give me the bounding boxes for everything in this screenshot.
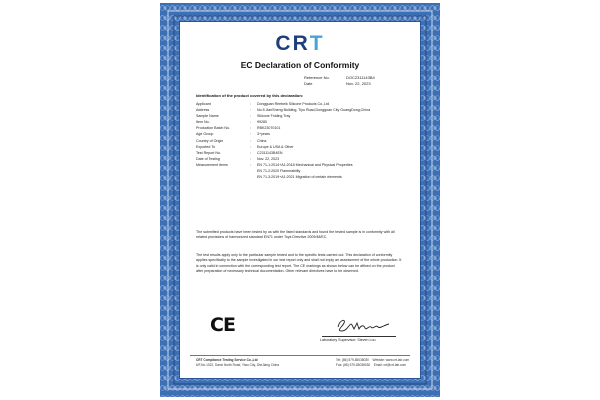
reference-label: Reference No. (304, 75, 330, 80)
identification-heading: Identification of the product covered by this declaration: (196, 93, 304, 98)
field-colon: : (250, 162, 251, 167)
reference-block (304, 75, 375, 87)
field-colon: : (250, 156, 251, 161)
field-colon: : (250, 114, 251, 119)
signature (334, 315, 394, 335)
certificate-body (179, 21, 421, 379)
field-colon: : (250, 150, 251, 155)
footer-email: Email: crt@crt-lab.com (373, 363, 407, 367)
field-value: Nov. 22, 2023 (257, 156, 280, 161)
field-value: C2311143B4EN (257, 150, 283, 155)
field-value: EN 71-3:2019+A1:2021 Migration of certain elements (257, 175, 342, 180)
field-row (196, 175, 370, 181)
signature-caption: Laboratory Supervisor: Steven Lou (320, 338, 376, 342)
field-label: Date of Testing (196, 156, 220, 161)
product-fields (196, 102, 370, 181)
field-colon: : (250, 120, 251, 125)
ce-mark: CE (210, 314, 235, 336)
footer-contact-block (336, 358, 409, 368)
footer-company-block (196, 358, 279, 368)
field-label: Country of Origin (196, 138, 224, 143)
signature-line (322, 336, 396, 337)
field-label: Item No. (196, 120, 210, 125)
field-colon: : (250, 108, 251, 113)
certificate (160, 3, 440, 397)
document-title: EC Declaration of Conformity (240, 60, 360, 70)
field-value: 99280 (257, 120, 267, 125)
validity-statement: The test results apply only to the particular sample tested and to the specific tests carried out. This declaration of conformity applies specifically to the sample investigated in our test report only and shall not imply an assessment of the whole production. It is only valid in connection with the corresponding test report. The CE markings as shown below can be affixed on the product after preparation of necessary technical documentation. Other relevant directives have to be observed. (196, 253, 402, 274)
field-colon: : (250, 126, 251, 131)
field-label: Applicant (196, 102, 211, 106)
conformity-statement: The submitted products have been tested by us with the listed standards and found the tested sample is in conformity with all related provisions of harmonized standard EN71 under Toys Directive 2009/48/EC. (196, 230, 395, 240)
field-value: No.5 JianSheng Building, Tiyu Road,Dongguan City GuangDong,China (257, 108, 371, 113)
field-label: Production Batch No. (196, 126, 230, 131)
date-value: Nov. 22, 2023 (346, 81, 371, 86)
field-colon: : (250, 132, 251, 137)
field-label: Sample Name (196, 114, 219, 119)
footer-web: Website: www.crt-lab.com (372, 358, 410, 362)
footer-address: 6/F,No.1022, Danxi North Road, Yiwu City, ZheJiang China (196, 363, 280, 367)
field-value: EN 71-2:2020 Flammability (257, 169, 301, 174)
crt-logo: CRT (275, 32, 325, 55)
field-label: Age Group (196, 132, 214, 137)
footer-tel: Tel: (86) 579-85038030 (336, 358, 369, 362)
field-colon (250, 175, 257, 181)
field-value: 3+years (257, 132, 270, 137)
reference-value: DOC2311143B4 (346, 75, 375, 80)
field-value: Silicone Folding Tray (257, 114, 291, 119)
field-label: Address (196, 108, 210, 113)
footer-divider (190, 355, 410, 356)
date-label: Date (304, 81, 313, 86)
field-colon: : (250, 102, 251, 106)
field-value: RBK23070101 (257, 126, 281, 131)
field-colon: : (250, 138, 251, 143)
field-label: Test Report No. (196, 150, 221, 155)
field-label: Exported To (196, 144, 216, 149)
footer-fax: Fax: (86) 579-85038030 (336, 363, 371, 367)
field-value: EN 71-1:2014+A1:2018 Mechanical and Physical Properties (257, 162, 353, 167)
field-value: Dongguan Reebeik Silicone Products Co.,Ltd (257, 102, 330, 106)
field-label: Measurement Items (196, 162, 228, 167)
field-value: China (257, 138, 267, 143)
footer-company: CRT Compliance Testing Service Co.,Ltd (196, 358, 258, 362)
field-label (196, 175, 250, 181)
field-colon: : (250, 144, 251, 149)
field-value: Europe & USA & Other (257, 144, 294, 149)
